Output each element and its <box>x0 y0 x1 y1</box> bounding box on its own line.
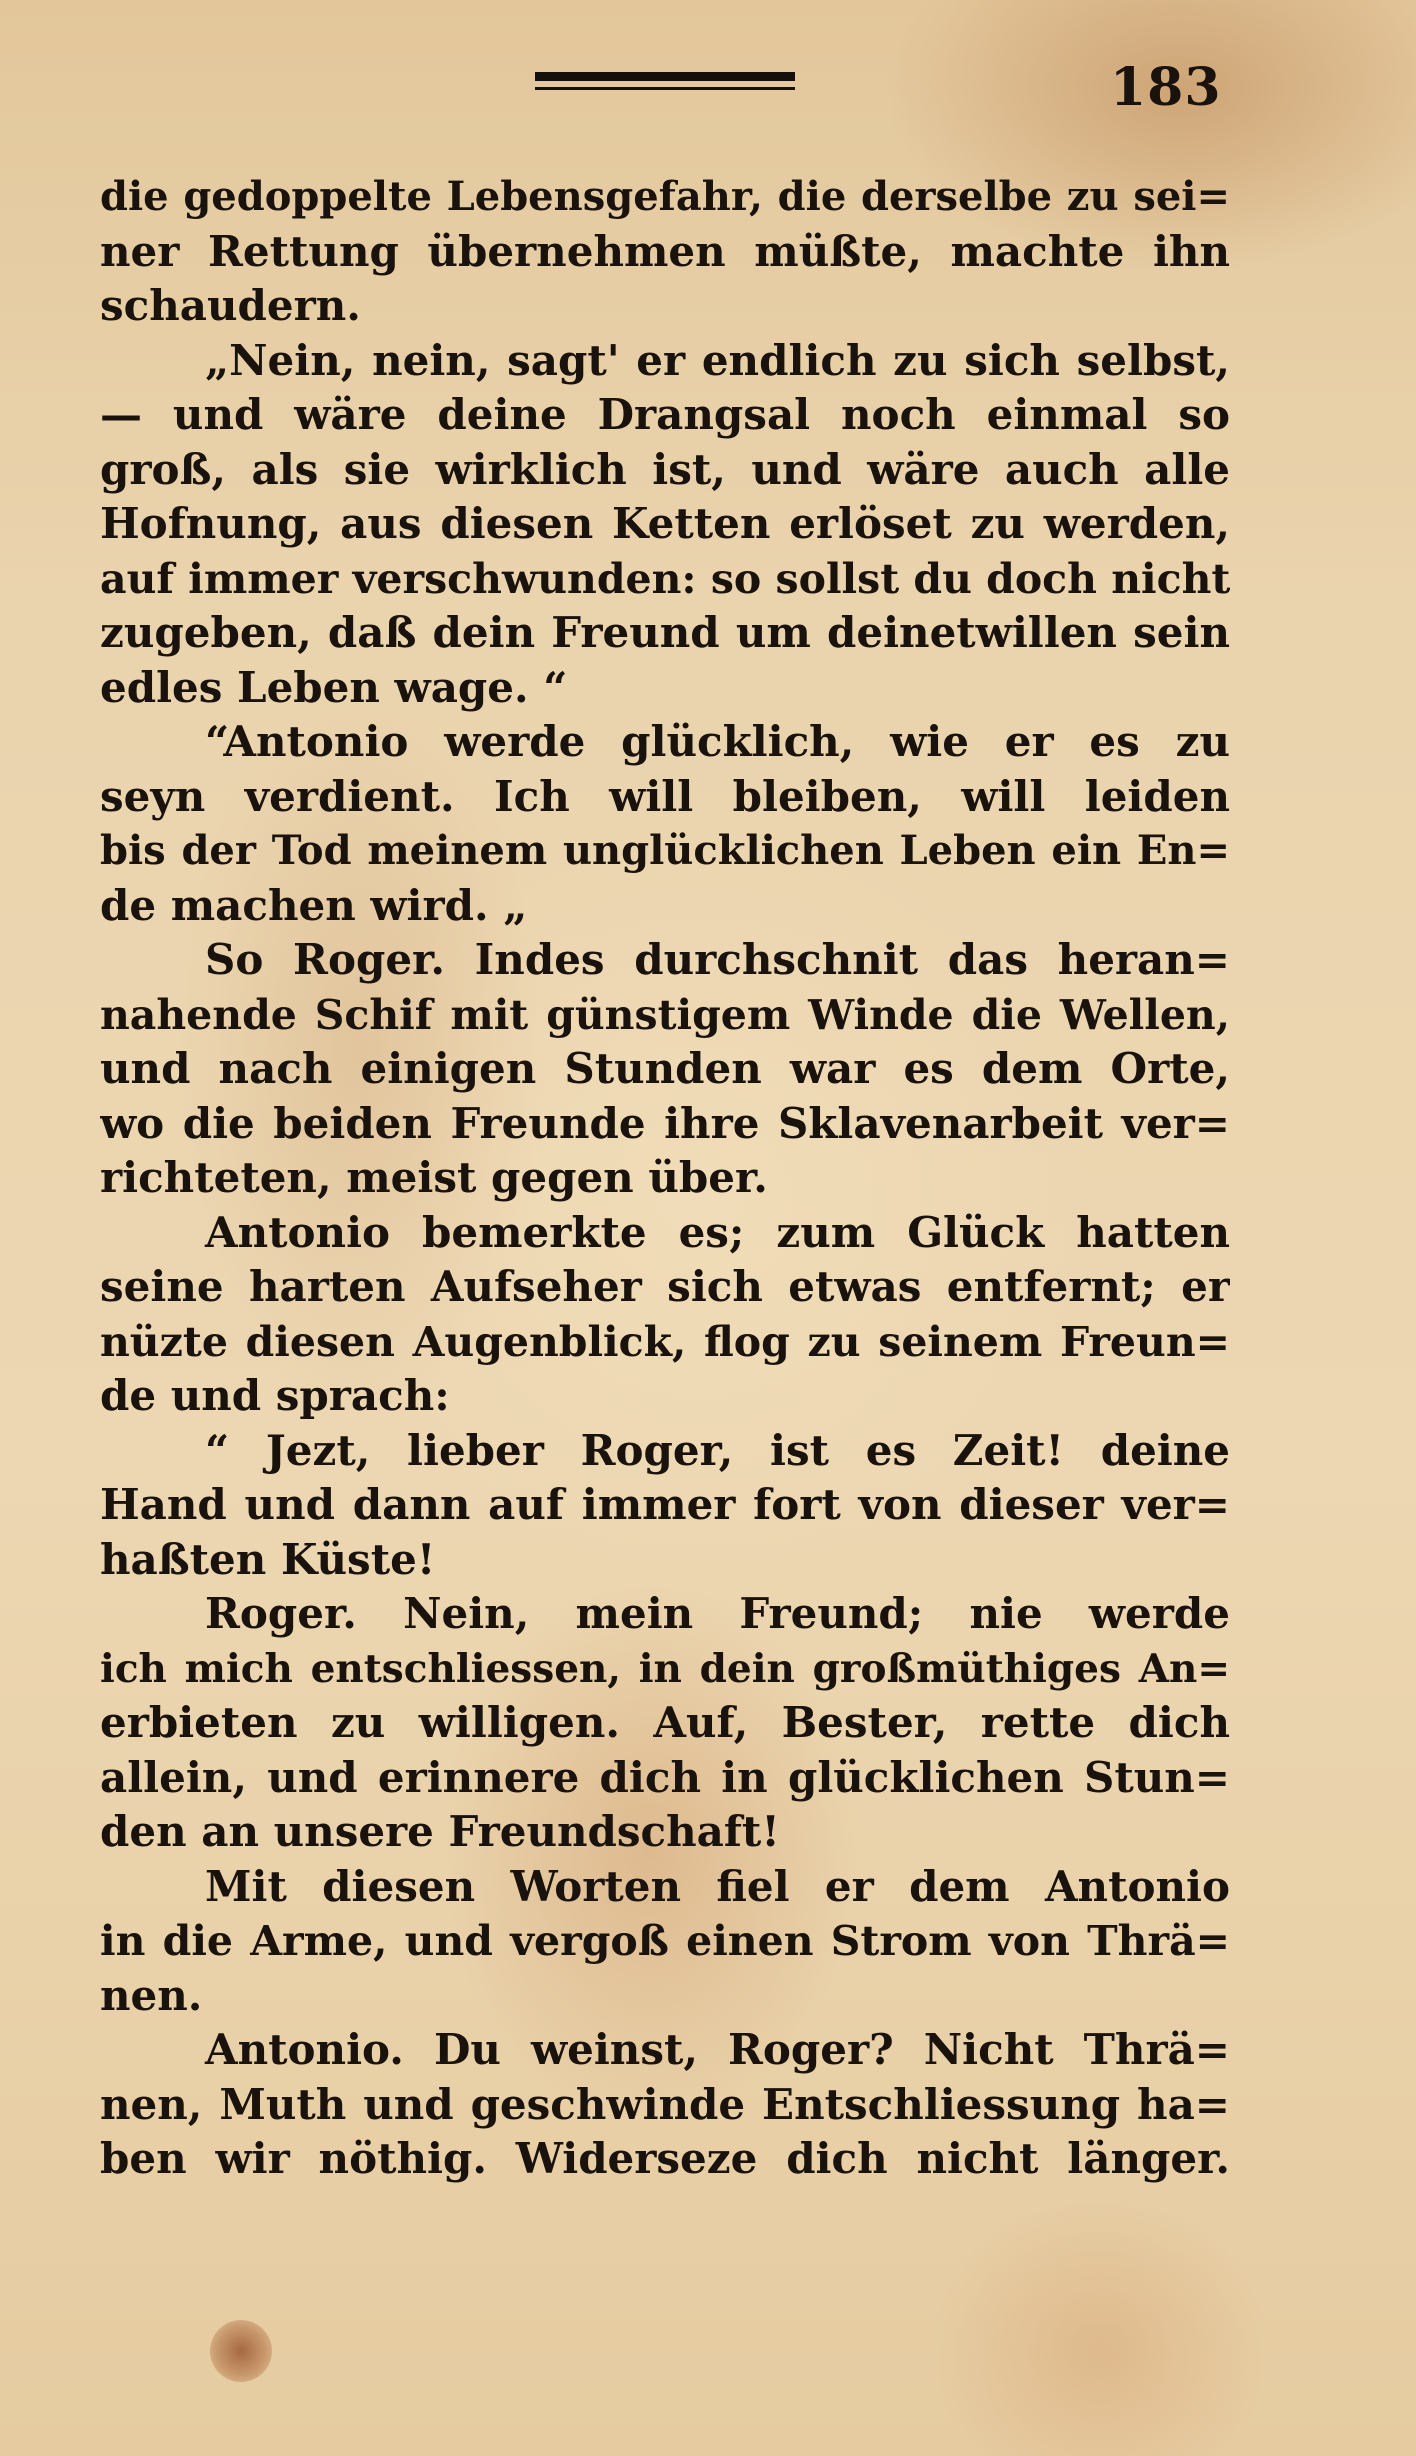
text-line: richteten, meist gegen über. <box>100 1153 768 1202</box>
text-line: zugeben, daß dein Freund um deinetwillen sein <box>100 608 1230 657</box>
text-line: ben wir nöthig. Widerseze dich nicht länger. <box>100 2134 1230 2183</box>
text-line: die gedoppelte Lebensgefahr, die derselbe zu sei= <box>100 173 1230 220</box>
text-line: edles Leben wage. “ <box>100 662 568 712</box>
page-number: 183 <box>1110 57 1222 118</box>
text-line: groß, als sie wirklich ist, und wäre auch alle <box>100 444 1230 494</box>
text-line: Hand und dann auf immer fort von dieser ver= <box>100 1480 1230 1529</box>
text-line: Mit diesen Worten fiel er dem Antonio <box>205 1861 1230 1911</box>
text-line: “Antonio werde glücklich, wie er es zu <box>205 717 1230 766</box>
text-line: de machen wird. „ <box>100 880 528 930</box>
text-line: bis der Tod meinem unglücklichen Leben ein En= <box>100 827 1230 874</box>
text-line: nen, Muth und geschwinde Entschliessung ha= <box>100 2079 1230 2129</box>
text-line: Antonio. Du weinst, Roger? Nicht Thrä= <box>205 2025 1230 2074</box>
text-line: nen. <box>100 1970 203 2020</box>
text-line: seyn verdient. Ich will bleiben, will leiden <box>100 771 1230 821</box>
text-line: wo die beiden Freunde ihre Sklavenarbeit ver= <box>100 1098 1230 1148</box>
header-rule <box>535 72 795 81</box>
text-line: haßten Küste! <box>100 1534 436 1584</box>
body-text <box>100 170 1230 2187</box>
text-line: “ Jezt, lieber Roger, ist es Zeit! deine <box>205 1425 1230 1475</box>
text-line: in die Arme, und vergoß einen Strom von Thrä= <box>100 1917 1230 1965</box>
text-line: auf immer verschwunden: so sollst du doch nicht <box>100 554 1230 603</box>
text-line: nahende Schif mit günstigem Winde die Wellen, <box>100 990 1230 1039</box>
text-line: allein, und erinnere dich in glücklichen Stun= <box>100 1752 1230 1802</box>
text-line: ich mich entschliessen, in dein großmüthiges An= <box>100 1645 1230 1692</box>
text-line: seine harten Aufseher sich etwas entfernt; er <box>100 1262 1230 1311</box>
text-line: schaudern. <box>100 281 361 330</box>
text-line: „Nein, nein, sagt' er endlich zu sich selbst, <box>205 335 1230 385</box>
text-line: den an unsere Freundschaft! <box>100 1807 780 1856</box>
text-line: und nach einigen Stunden war es dem Orte, <box>100 1044 1230 1093</box>
text-line: de und sprach: <box>100 1371 450 1420</box>
text-line: Hofnung, aus diesen Ketten erlöset zu werden, <box>100 499 1230 548</box>
text-line: nüzte diesen Augenblick, flog zu seinem Freun= <box>100 1317 1230 1366</box>
text-line: Antonio bemerkte es; zum Glück hatten <box>205 1207 1230 1257</box>
text-line: ner Rettung übernehmen müßte, machte ihn <box>100 226 1230 276</box>
text-line: erbieten zu willigen. Auf, Bester, rette dich <box>100 1698 1230 1747</box>
text-line: Roger. Nein, mein Freund; nie werde <box>205 1589 1230 1638</box>
ink-stain <box>210 2320 272 2382</box>
text-line: — und wäre deine Drangsal noch einmal so <box>100 390 1230 439</box>
text-line: So Roger. Indes durchschnit das heran= <box>205 935 1230 984</box>
